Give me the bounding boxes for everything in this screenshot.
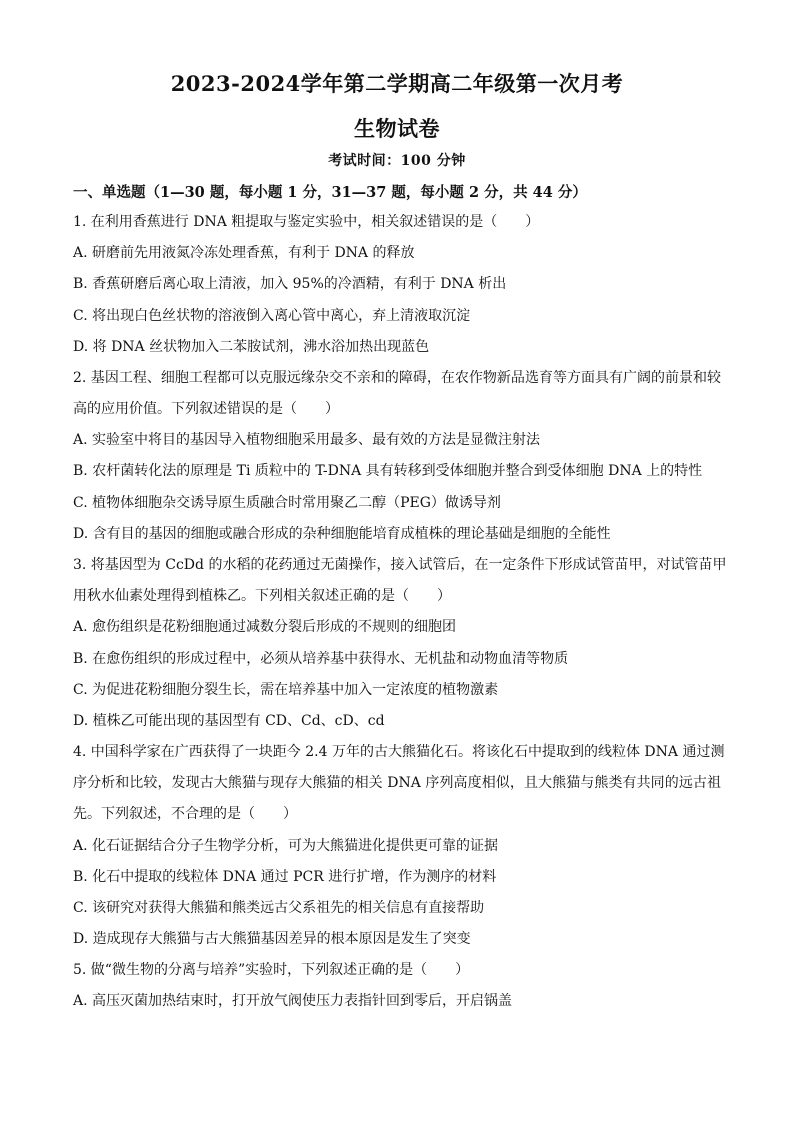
question-3-option-a: A. 愈伤组织是花粉细胞通过减数分裂后形成的不规则的细胞团	[73, 619, 457, 635]
question-1-option-b: B. 香蕉研磨后离心取上清液，加入 95%的冷酒精，有利于 DNA 析出	[73, 276, 507, 292]
exam-subtitle: 生物试卷	[354, 116, 440, 141]
question-2-stem-line-2: 高的应用价值。下列叙述错误的是（ ）	[73, 401, 339, 417]
question-2-option-a: A. 实验室中将目的基因导入植物细胞采用最多、最有效的方法是显微注射法	[73, 432, 541, 448]
question-2-stem-line-1: 2. 基因工程、细胞工程都可以克服远缘杂交不亲和的障碍，在农作物新品选育等方面具有广阔的前景和较	[73, 370, 721, 386]
question-4-option-b: B. 化石中提取的线粒体 DNA 通过 PCR 进行扩增，作为测序的材料	[73, 869, 497, 885]
question-4-option-a: A. 化石证据结合分子生物学分析，可为大熊猫进化提供更可靠的证据	[73, 838, 499, 854]
question-3-option-d: D. 植株乙可能出现的基因型有 CD、Cd、cD、cd	[73, 713, 385, 729]
exam-time: 考试时间：100 分钟	[328, 153, 466, 169]
question-3-option-c: C. 为促进花粉细胞分裂生长，需在培养基中加入一定浓度的植物激素	[73, 682, 499, 698]
question-3-option-b: B. 在愈伤组织的形成过程中，必须从培养基中获得水、无机盐和动物血清等物质	[73, 651, 569, 667]
question-1-option-c: C. 将出现白色丝状物的溶液倒入离心管中离心，弃上清液取沉淀	[73, 308, 471, 324]
question-4-stem-line-1: 4. 中国科学家在广西获得了一块距今 2.4 万年的古大熊猫化石。将该化石中提取到的线粒体 DNA 通过测	[73, 744, 725, 760]
question-1-option-a: A. 研磨前先用液氮冷冻处理香蕉，有利于 DNA 的释放	[73, 245, 415, 261]
question-1-option-d: D. 将 DNA 丝状物加入二苯胺试剂，沸水浴加热出现蓝色	[73, 339, 430, 355]
question-2-option-d: D. 含有目的基因的细胞或融合形成的杂种细胞能培育成植株的理论基础是细胞的全能性	[73, 526, 611, 542]
exam-title: 2023-2024学年第二学期高二年级第一次月考	[170, 71, 624, 96]
question-2-option-b: B. 农杆菌转化法的原理是 Ti 质粒中的 T-DNA 具有转移到受体细胞并整合到受体细胞 DNA 上的特性	[73, 463, 703, 479]
question-4-option-d: D. 造成现存大熊猫与古大熊猫基因差异的根本原因是发生了突变	[73, 931, 471, 947]
section-heading: 一、单选题（1—30 题，每小题 1 分，31—37 题，每小题 2 分，共 44 分）	[73, 184, 587, 201]
question-2-option-c: C. 植物体细胞杂交诱导原生质融合时常用聚乙二醇（PEG）做诱导剂	[73, 495, 501, 511]
question-4-option-c: C. 该研究对获得大熊猫和熊类远古父系祖先的相关信息有直接帮助	[73, 900, 485, 916]
question-5-option-a: A. 高压灭菌加热结束时，打开放气阀使压力表指针回到零后，开启锅盖	[73, 993, 513, 1009]
question-3-stem-line-2: 用秋水仙素处理得到植株乙。下列相关叙述正确的是（ ）	[73, 588, 451, 604]
question-1-stem: 1. 在利用香蕉进行 DNA 粗提取与鉴定实验中，相关叙述错误的是（ ）	[73, 214, 540, 230]
question-4-stem-line-3: 先。下列叙述，不合理的是（ ）	[73, 806, 297, 822]
question-3-stem-line-1: 3. 将基因型为 CcDd 的水稻的花药通过无菌操作，接入试管后，在一定条件下形成试管苗甲，对试管苗甲	[73, 557, 727, 573]
question-4-stem-line-2: 序分析和比较，发现古大熊猫与现存大熊猫的相关 DNA 序列高度相似，且大熊猫与熊类有共同的远古祖	[73, 775, 721, 791]
question-5-stem: 5. 做“微生物的分离与培养”实验时，下列叙述正确的是（ ）	[73, 962, 470, 978]
